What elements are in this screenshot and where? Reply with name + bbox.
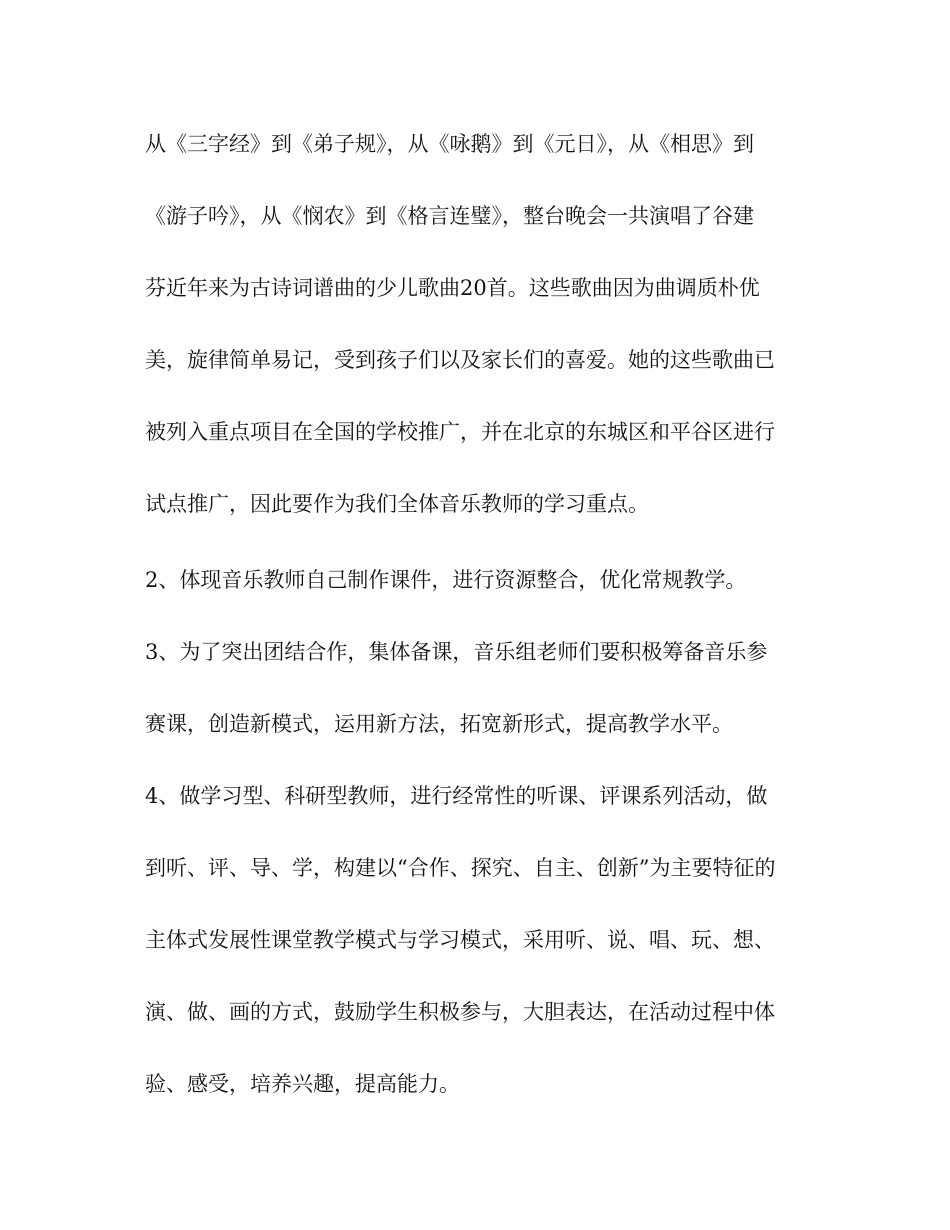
list-item-4-line: 验、感受，培养兴趣，提高能力。 bbox=[145, 1072, 460, 1096]
paragraph-line: 《游子吟》，从《悯农》到《格言连璧》，整台晚会一共演唱了谷建 bbox=[145, 204, 754, 228]
paragraph-line: 试点推广，因此要作为我们全体音乐教师的学习重点。 bbox=[145, 492, 649, 516]
list-item-4-line: 演、做、画的方式，鼓励学生积极参与，大胆表达，在活动过程中体 bbox=[145, 1000, 775, 1024]
list-item-2: 2、体现音乐教师自己制作课件，进行资源整合，优化常规教学。 bbox=[145, 568, 747, 592]
list-item-4-line: 主体式发展性课堂教学模式与学习模式，采用听、说、唱、玩、想、 bbox=[145, 928, 775, 952]
paragraph-line: 从《三字经》到《弟子规》，从《咏鹅》到《元日》，从《相思》到 bbox=[145, 132, 754, 156]
list-item-3-line: 赛课，创造新模式，运用新方法，拓宽新形式，提高教学水平。 bbox=[145, 712, 733, 736]
list-item-4-line: 到听、评、导、学，构建以“合作、探究、自主、创新”为主要特征的 bbox=[145, 856, 776, 880]
list-item-4-line: 4、做学习型、科研型教师，进行经常性的听课、评课系列活动，做 bbox=[145, 784, 768, 808]
paragraph-line: 被列入重点项目在全国的学校推广，并在北京的东城区和平谷区进行 bbox=[145, 420, 775, 444]
paragraph-line: 芬近年来为古诗词谱曲的少儿歌曲20首。这些歌曲因为曲调质朴优 bbox=[145, 276, 760, 300]
paragraph-line: 美，旋律简单易记，受到孩子们以及家长们的喜爱。她的这些歌曲已 bbox=[145, 348, 775, 372]
list-item-3-line: 3、为了突出团结合作，集体备课，音乐组老师们要积极筹备音乐参 bbox=[145, 640, 768, 664]
